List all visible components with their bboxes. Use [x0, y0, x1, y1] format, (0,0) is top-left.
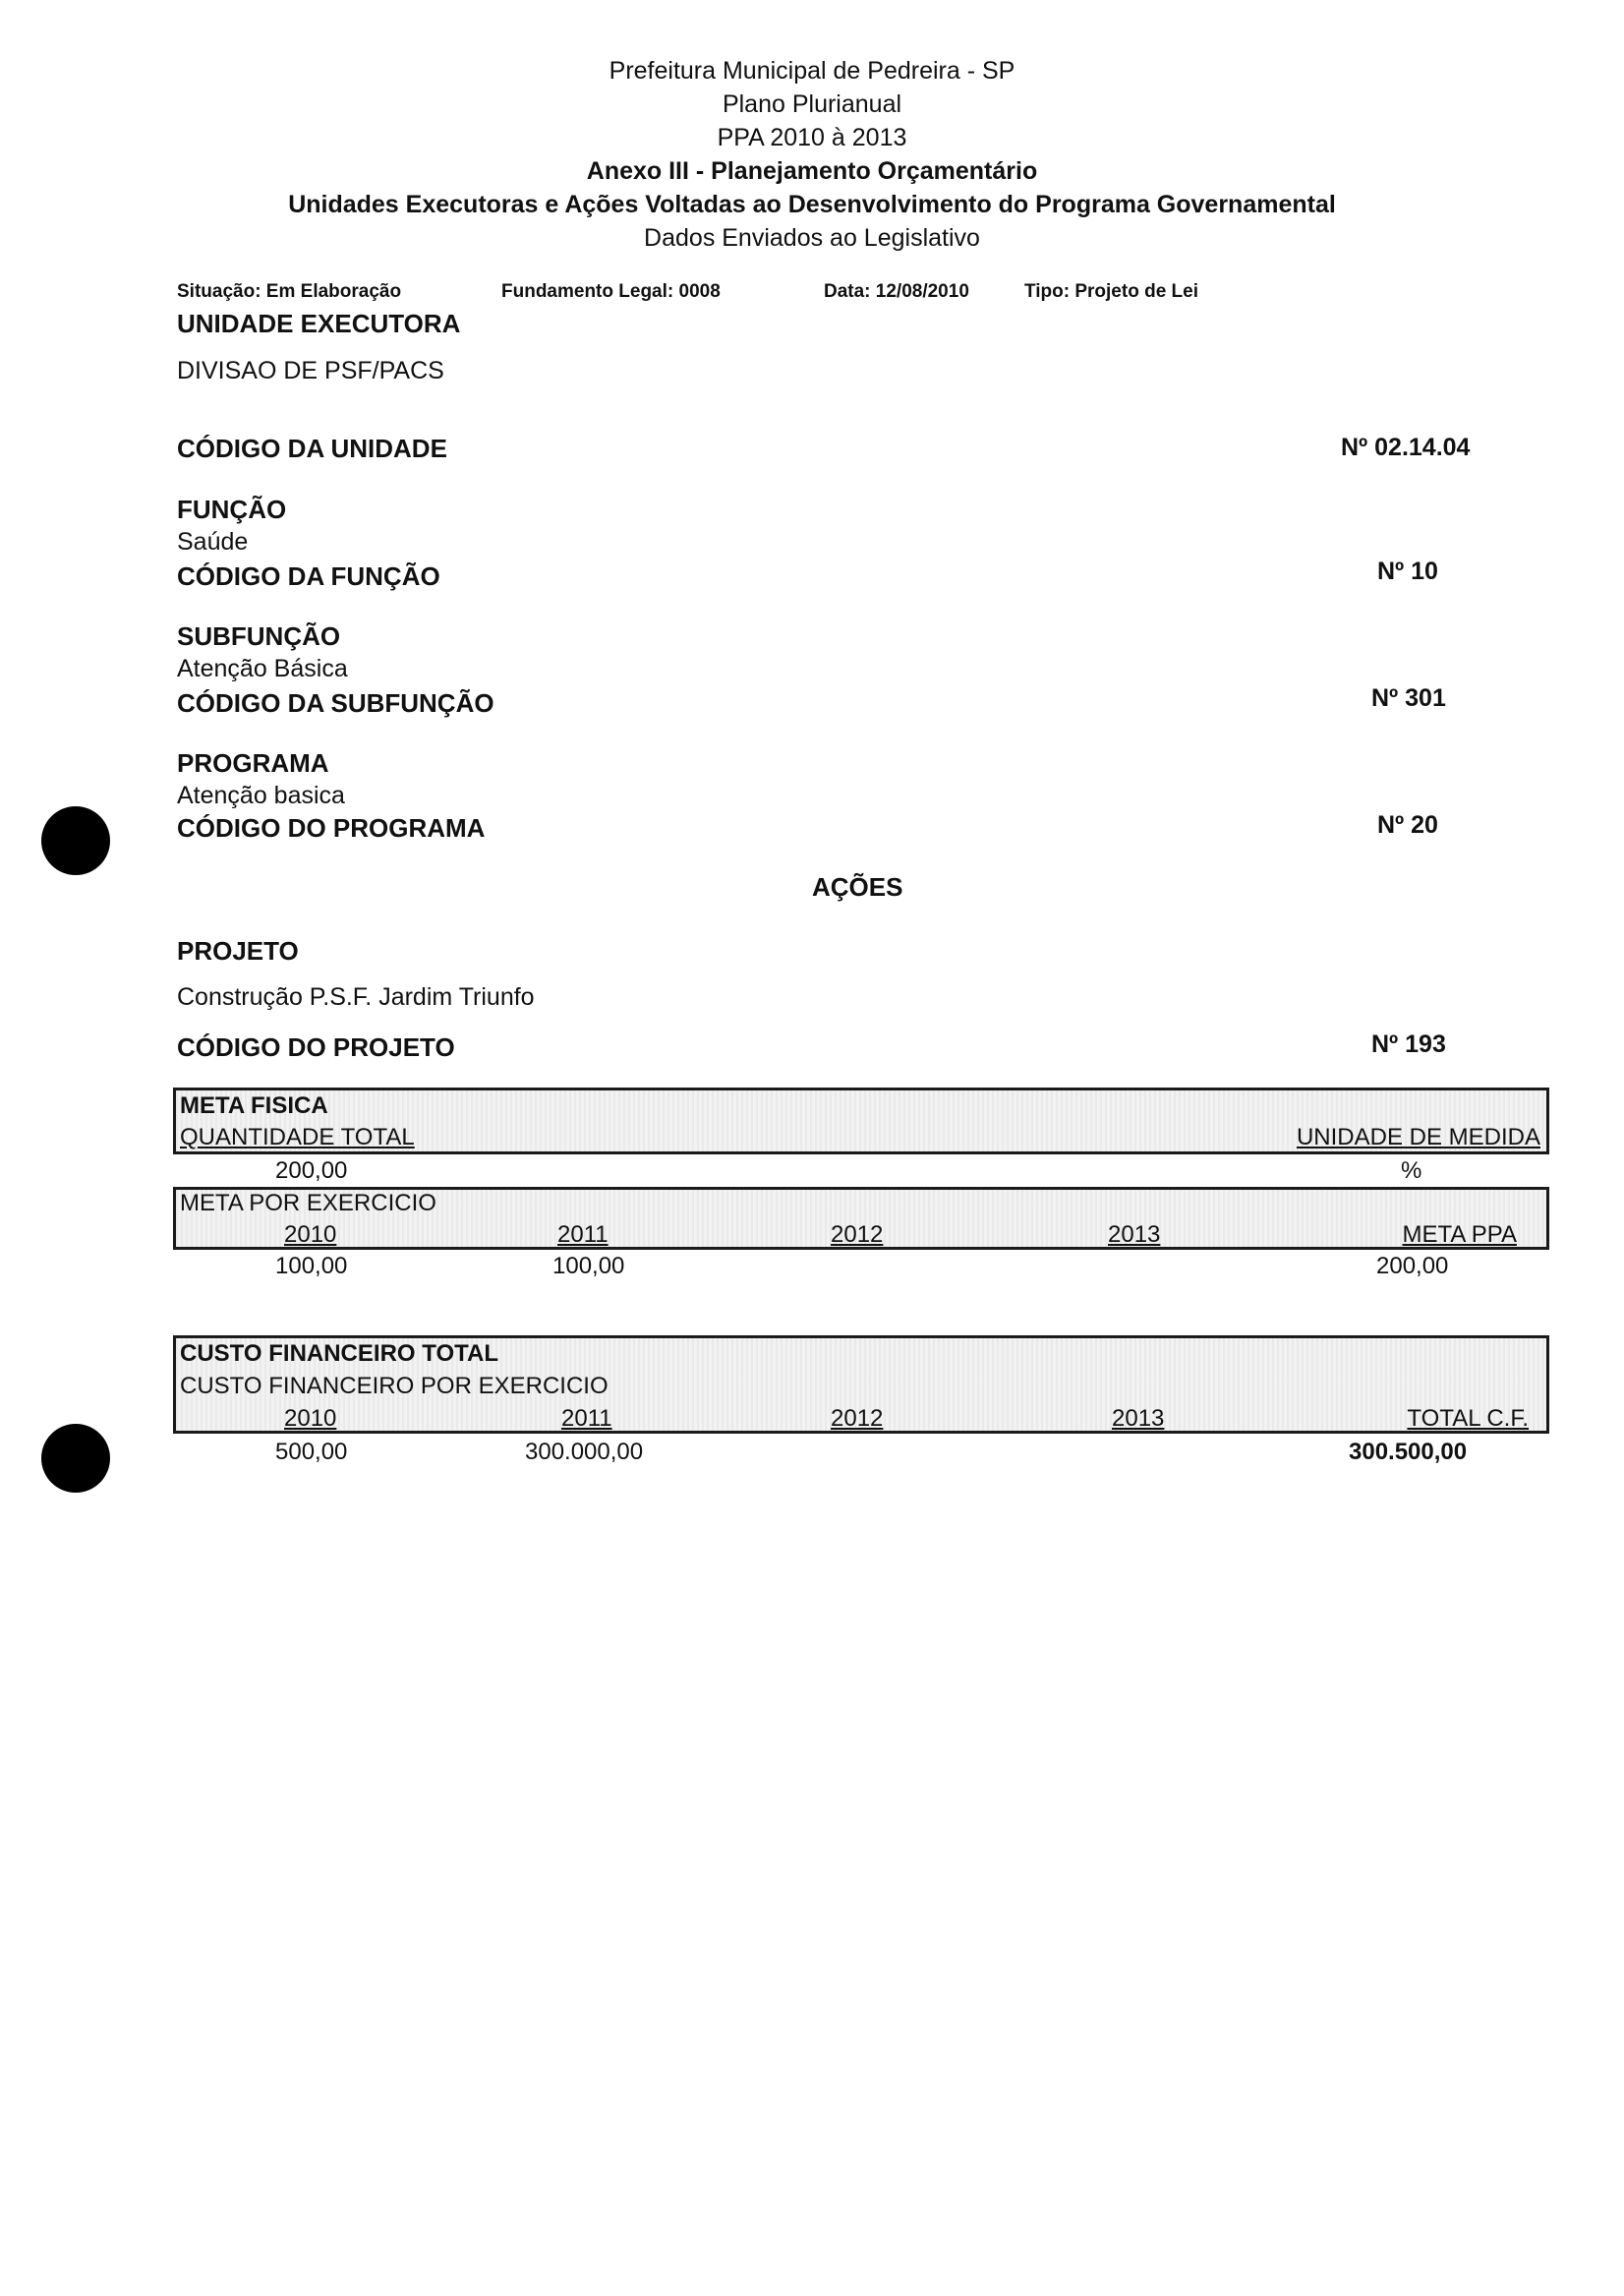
- meta-exercicio-value: 100,00: [275, 1253, 348, 1279]
- info-tipo: Tipo: Projeto de Lei: [1024, 281, 1198, 302]
- custo-year: 2012: [831, 1405, 884, 1432]
- custo-title: CUSTO FINANCEIRO TOTAL: [180, 1340, 498, 1367]
- subfuncao-code-label: CÓDIGO DA SUBFUNÇÃO: [177, 688, 494, 718]
- programa-value: Atenção basica: [177, 782, 345, 809]
- custo-total-label: TOTAL C.F.: [1407, 1405, 1529, 1432]
- info-situacao: Situação: Em Elaboração: [177, 281, 402, 302]
- meta-exercicio-total-value: 200,00: [1376, 1253, 1449, 1279]
- header-subtitle: Unidades Executoras e Ações Voltadas ao Desenvolvimento do Programa Governamental: [288, 191, 1336, 218]
- header-municipality: Prefeitura Municipal de Pedreira - SP: [609, 57, 1015, 85]
- unidade-code-label: CÓDIGO DA UNIDADE: [177, 434, 447, 463]
- custo-year: 2011: [561, 1405, 612, 1432]
- projeto-label: PROJETO: [177, 936, 299, 966]
- custo-value: 300.000,00: [525, 1439, 644, 1465]
- projeto-code: Nº 193: [1371, 1030, 1446, 1058]
- binder-hole-bottom: [41, 1424, 110, 1493]
- meta-exercicio-year: 2011: [557, 1221, 609, 1248]
- unidade-label: UNIDADE EXECUTORA: [177, 309, 461, 338]
- meta-fisica-unit-value: %: [1401, 1157, 1422, 1184]
- acoes-title: AÇÕES: [812, 872, 903, 902]
- meta-exercicio-year: 2010: [284, 1221, 337, 1248]
- meta-exercicio-title: META POR EXERCICIO: [180, 1190, 436, 1216]
- info-fundamento: Fundamento Legal: 0008: [501, 281, 721, 302]
- meta-fisica-qty-value: 200,00: [275, 1157, 348, 1184]
- header-annex: Anexo III - Planejamento Orçamentário: [586, 157, 1038, 185]
- projeto-value: Construção P.S.F. Jardim Triunfo: [177, 983, 535, 1011]
- programa-code-label: CÓDIGO DO PROGRAMA: [177, 813, 486, 843]
- custo-sub-label: CUSTO FINANCEIRO POR EXERCICIO: [180, 1373, 609, 1399]
- funcao-value: Saúde: [177, 528, 249, 556]
- header-note: Dados Enviados ao Legislativo: [644, 224, 980, 252]
- custo-financeiro-box: [173, 1335, 1549, 1434]
- meta-fisica-unit-label: UNIDADE DE MEDIDA: [1296, 1124, 1540, 1150]
- custo-year: 2013: [1112, 1405, 1165, 1432]
- info-data: Data: 12/08/2010: [824, 281, 969, 302]
- meta-fisica-box: [173, 1088, 1549, 1154]
- programa-code: Nº 20: [1377, 811, 1438, 839]
- unidade-value: DIVISAO DE PSF/PACS: [177, 357, 444, 384]
- programa-label: PROGRAMA: [177, 748, 329, 778]
- custo-year: 2010: [284, 1405, 337, 1432]
- funcao-code-label: CÓDIGO DA FUNÇÃO: [177, 561, 440, 591]
- subfuncao-label: SUBFUNÇÃO: [177, 621, 341, 651]
- binder-hole-top: [41, 806, 110, 875]
- meta-exercicio-box: [173, 1187, 1549, 1250]
- header-period: PPA 2010 à 2013: [717, 124, 907, 151]
- meta-exercicio-year: 2013: [1108, 1221, 1161, 1248]
- custo-total-value: 300.500,00: [1349, 1439, 1468, 1465]
- subfuncao-value: Atenção Básica: [177, 655, 348, 682]
- subfuncao-code: Nº 301: [1371, 684, 1446, 712]
- custo-value: 500,00: [275, 1439, 348, 1465]
- projeto-code-label: CÓDIGO DO PROJETO: [177, 1032, 455, 1062]
- header-plan: Plano Plurianual: [722, 90, 902, 118]
- funcao-label: FUNÇÃO: [177, 495, 287, 524]
- meta-exercicio-value: 100,00: [552, 1253, 625, 1279]
- unidade-code: Nº 02.14.04: [1341, 434, 1471, 461]
- funcao-code: Nº 10: [1377, 558, 1438, 585]
- meta-exercicio-year: 2012: [831, 1221, 884, 1248]
- meta-fisica-qty-label: QUANTIDADE TOTAL: [180, 1124, 415, 1150]
- meta-fisica-title: META FISICA: [180, 1092, 328, 1119]
- meta-exercicio-total-label: META PPA: [1402, 1221, 1517, 1248]
